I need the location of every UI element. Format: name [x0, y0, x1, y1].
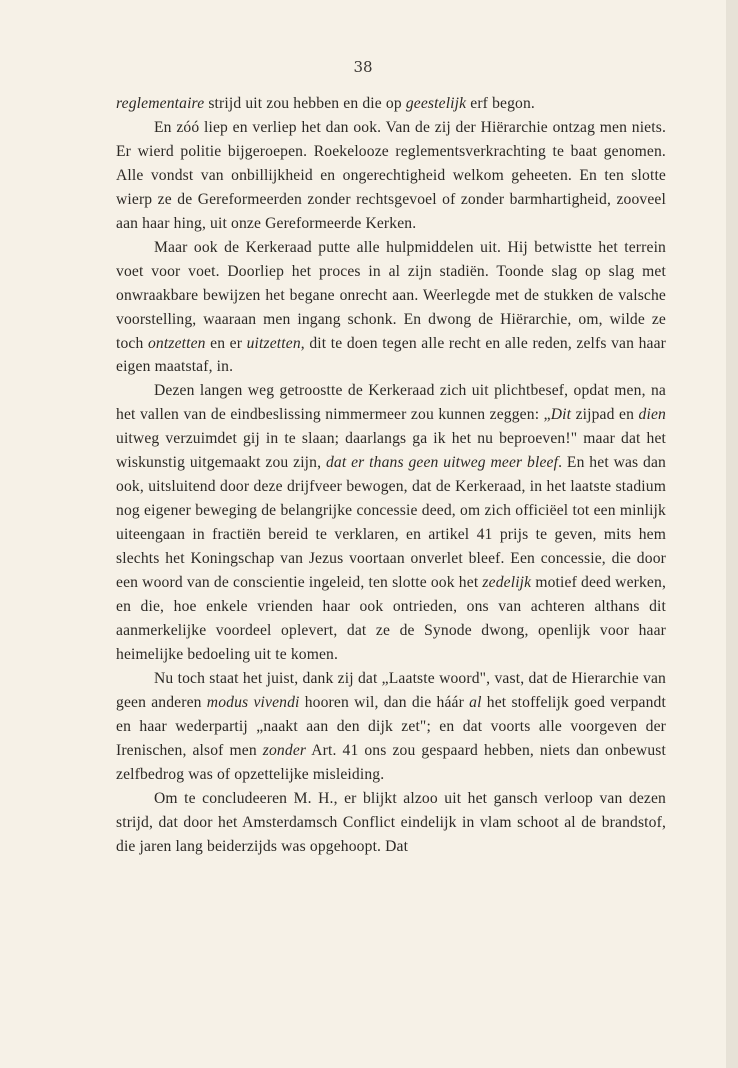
italic-span: Dit [550, 406, 572, 424]
text-span: Art. 41 ons zou gespaard hebben, niets dan onbewust zelfbedrog was of opzettelijke misleiding. [116, 741, 666, 783]
text-span: het stoffelijk goed verpandt en haar wederpartij „naakt aan den dijk zet"; en dat voorts alle voorgeven der Irenischen, alsof men [116, 693, 666, 759]
text-span: erf begon. [466, 95, 535, 112]
paragraph [116, 92, 666, 116]
text-span: zijpad en [571, 406, 639, 424]
text-span: Dezen langen weg getroostte de Kerkeraad zich uit plichtbesef, opdat men, na het vallen van de eindbeslissing nimmermeer zou kunnen zeggen: „ [116, 382, 666, 424]
paragraph [116, 236, 666, 380]
italic-span: uitzetten [246, 334, 301, 352]
body-text [116, 92, 666, 859]
text-span: en er [205, 334, 247, 352]
text-span: Om te concludeeren M. H., er blijkt alzoo uit het gansch verloop van dezen strijd, dat door het Amsterdamsch Conflict eindelijk in vlam schoot al de brandstof, die jaren lang beiderzijds was opgehoopt. Dat [116, 789, 666, 855]
paragraph [116, 787, 666, 859]
italic-span: zedelijk [482, 574, 532, 592]
text-span: hooren wil, dan die háár [299, 693, 470, 711]
page-number: 38 [353, 58, 373, 76]
text-span: . En het was dan ook, uitsluitend door deze drijfveer bewogen, dat de Kerkeraad, in het laatste stadium nog eigener beweging de belangrijke concessie deed, om zich officiëel tot een minlijk uiteengaan in fractiën bereid te verklaren, en artikel 41 prijs te geven, mits hem slechts het Koningschap van Jezus voortaan onverlet bleef. Een concessie, die door een woord van de conscientie ingeleid, ten slotte ook het [116, 454, 666, 592]
text-span: , dit te doen tegen alle recht en alle reden, zelfs van haar eigen maatstaf, in. [116, 334, 667, 376]
paragraph [116, 116, 666, 236]
italic-span: modus vivendi [206, 693, 300, 711]
text-span: uitweg verzuimdet gij in te slaan; daarlangs ga ik het nu beproeven!" maar dat het wiskunstig uitgemaakt zou zijn, [116, 430, 666, 472]
text-span: motief deed werken, en die, hoe enkele vrienden haar ook ontrieden, ons van achteren althans dit aanmerkelijke voordeel oplevert, dat ze de Synode dwong, openlijk voor haar heimelijke bedoeling uit te komen. [116, 574, 666, 663]
italic-span: zonder [262, 741, 307, 759]
text-span: strijd uit zou hebben en die op [204, 95, 406, 112]
paragraph [116, 667, 666, 787]
paragraph [116, 379, 666, 666]
italic-span: ontzetten [147, 334, 206, 352]
italic-span: geestelijk [405, 95, 467, 112]
italic-span: dien [638, 406, 666, 424]
text-span: Nu toch staat het juist, dank zij dat „Laatste woord", vast, dat de Hierarchie van geen anderen [116, 669, 666, 711]
italic-span: al [469, 693, 482, 711]
text-span: En zóó liep en verliep het dan ook. Van de zij der Hiërarchie ontzag men niets. Er wierd politie bijgeroepen. Roekelooze reglementsverkrachting te baat genomen. Alle vondst van onbillijkheid en ongerechtigheid welkom geheeten. En ten slotte wierp ze de Gereformeerden zonder rechtsgevoel of zonder barmhartigheid, zooveel aan haar hing, uit onze Gereformeerde Kerken. [116, 118, 666, 232]
italic-span: dat er thans geen uitweg meer bleef [325, 454, 559, 472]
italic-span: reglementaire [116, 95, 205, 112]
text-span: Maar ook de Kerkeraad putte alle hulpmiddelen uit. Hij betwistte het terrein voet voor voet. Doorliep het proces in al zijn stadiën. Toonde slag op slag met onwraakbare bewijzen het begane onrecht aan. Weerlegde met de stukken de valsche voorstelling, waaraan men ingang schonk. En dwong de Hiërarchie, om, wilde ze toch [116, 238, 666, 352]
